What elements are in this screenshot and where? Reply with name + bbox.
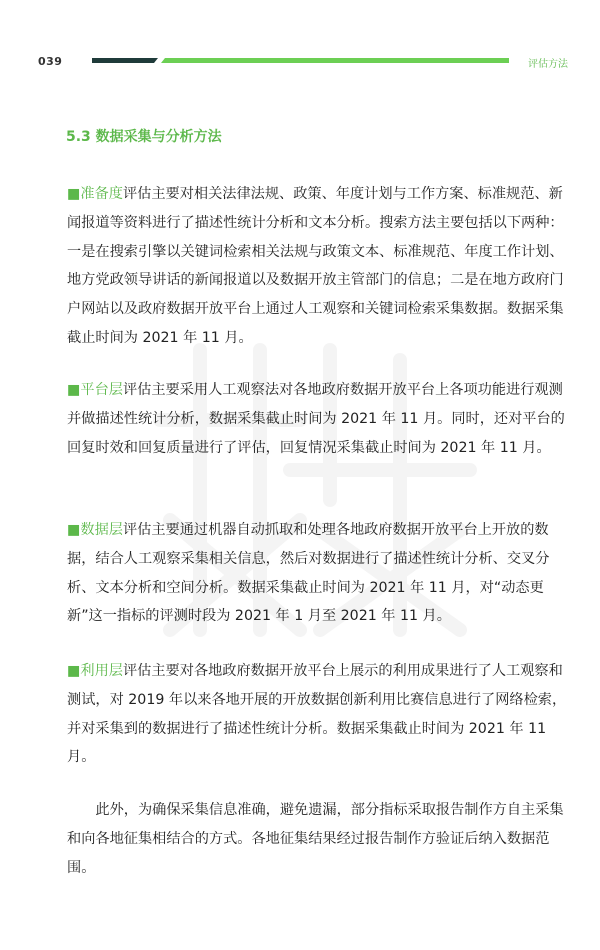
- paragraph-data: [67, 516, 574, 631]
- paragraph-supplement: [67, 796, 574, 882]
- section-title: 5.3 数据采集与分析方法: [66, 129, 222, 145]
- paragraph-text: 此外，为确保采集信息准确，避免遗漏，部分指标采取报告制作方自主采集和向各地征集相结合的方式。各地征集结果经过报告制作方验证后纳入数据范围。: [67, 802, 564, 876]
- paragraph-lead: ■数据层: [67, 522, 123, 538]
- page-header: [0, 0, 600, 80]
- paragraph-lead: ■利用层: [67, 663, 123, 679]
- header-bar-green: [161, 58, 509, 63]
- paragraph-text: 评估主要对相关法律法规、政策、年度计划与工作方案、标准规范、新闻报道等资料进行了描述性统计分析和文本分析。搜索方法主要包括以下两种：一是在搜索引擎以关键词检索相关法规与政策文本、标准规范、年度工作计划、地方党政领导讲话的新闻报道以及数据开放主管部门的信息；二是在地方政府门户网站以及政府数据开放平台上通过人工观察和关键词检索采集数据。数据采集截止时间为 2021 年 11 月。: [67, 186, 564, 346]
- paragraph-lead: ■准备度: [67, 186, 123, 202]
- page-number: 039: [38, 55, 63, 68]
- paragraph-utilization: [67, 657, 574, 772]
- header-bar-dark: [92, 58, 158, 63]
- paragraph-platform: [67, 376, 574, 462]
- paragraph-text: 评估主要对各地政府数据开放平台上展示的利用成果进行了人工观察和测试，对 2019 年以来各地开展的开放数据创新利用比赛信息进行了网络检索，并对采集到的数据进行了描述性统计分析。数据采集截止时间为 2021 年 11 月。: [67, 663, 567, 766]
- paragraph-text: 评估主要通过机器自动抓取和处理各地政府数据开放平台上开放的数据，结合人工观察采集相关信息，然后对数据进行了描述性统计分析、交叉分析、文本分析和空间分析。数据采集截止时间为 2021 年 11 月，对“动态更新”这一指标的评测时段为 2021 年 1 月至 2021 年 11 月。: [67, 522, 550, 625]
- paragraph-text: 评估主要采用人工观察法对各地政府数据开放平台上各项功能进行观测并做描述性统计分析，数据采集截止时间为 2021 年 11 月。同时，还对平台的回复时效和回复质量进行了评估，回复情况采集截止时间为 2021 年 11 月。: [67, 382, 565, 456]
- paragraph-readiness: [67, 180, 574, 353]
- paragraph-lead: ■平台层: [67, 382, 123, 398]
- section-label: 评估方法: [528, 59, 568, 70]
